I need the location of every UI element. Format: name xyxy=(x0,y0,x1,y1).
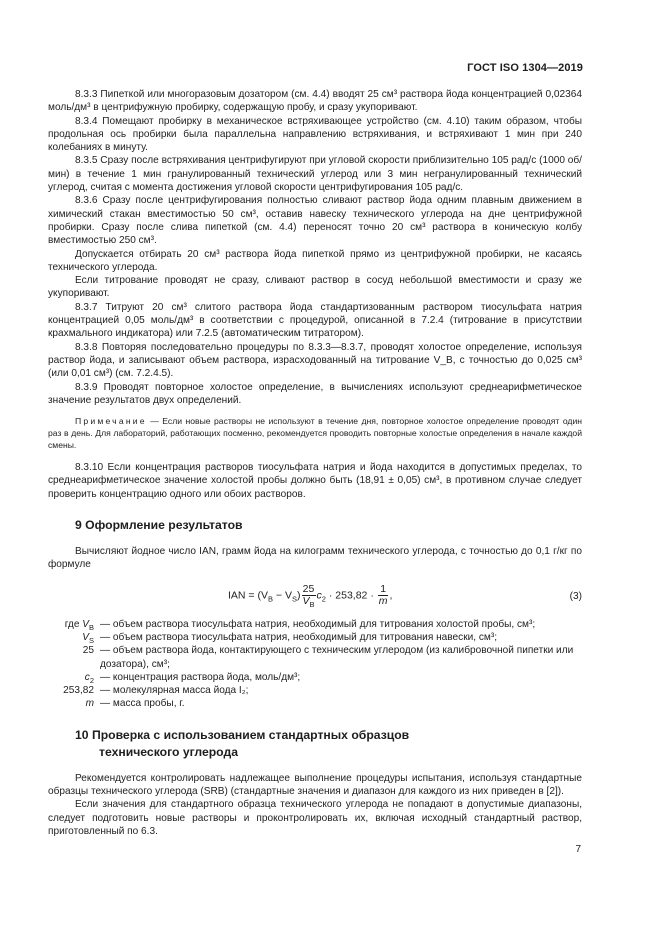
page-number: 7 xyxy=(575,844,581,855)
document-body xyxy=(48,88,582,838)
definition-m: m — масса пробы, г. xyxy=(85,698,185,710)
definition-vb: где $V_B$ — объем раствора тиосульфата натрия, необходимый для титрования холостой пробы, см³; xyxy=(64,618,536,632)
section-9-heading: 9 Оформление результатов xyxy=(75,518,243,533)
section-10-paragraph-2: Если значения для стандартного образца технического углерода не попадают в допустимые диапазоны, следует подготовить новые растворы и проконтролировать их, включая исходный стандартный раствор, приготовленный по 6.3. xyxy=(48,799,582,837)
paragraph-8-3-8: 8.3.8 Повторяя последовательно процедуры по 8.3.3—8.3.7, проводят холостое определение, используя раствор йода, и записывают объем раствора, израсходованный на титрование V_B, с точностью до 0,025 см³ (или 0,01 см³) (см. 7.2.4.5). xyxy=(48,341,582,380)
paragraph-8-3-3: 8.3.3 Пипеткой или многоразовым дозатором (см. 4.4) вводят 25 см³ раствора йода концентрацией 0,02364 моль/дм³ в центрифужную пробирку, содержащую пробу, и сразу укупоривают. xyxy=(48,89,582,114)
definitions-list xyxy=(48,618,582,711)
note xyxy=(48,415,582,451)
paragraph-8-3-10: 8.3.10 Если концентрация растворов тиосульфата натрия и йода находится в допустимых пределах, то среднеарифметическое значение холостой пробы должно быть (18,91 ± 0,05) см³, в противном случае следует проверить концентрацию одного или обоих растворов. xyxy=(48,462,582,500)
note-label: Примечание xyxy=(75,416,147,427)
formula-expression: IAN = $(V_B - V_S)$ $\frac{25}{V_B}$ $c_2 \cdot 253,82$ · $\frac{1}{m}$ , xyxy=(228,582,393,609)
formula-3 xyxy=(48,580,582,612)
document-header: ГОСТ ISO 1304—2019 xyxy=(467,62,583,74)
paragraph-8-3-9: 8.3.9 Проводят повторное холостое определение, в вычислениях используют среднеарифметическое значение результатов двух определений. xyxy=(48,381,582,406)
section-10-paragraph-1: Рекомендуется контролировать надлежащее выполнение процедуры испытания, используя стандартные образцы технического углерода (SRB) (стандартные значения и диапазон для каждого из них приведен в [2]). xyxy=(48,772,582,797)
fraction-1-m: $\frac{1}{m}$ xyxy=(378,582,388,607)
paragraph-8-3-6: 8.3.6 Сразу после центрифугирования полностью сливают раствор йода одним плавным движением в химический стакан вместимостью 50 см³, оставив навеску технического углерода на дне центрифужной пробирки. Сразу после слива пипеткой (см. 4.4) переносят точно 20 см³ раствора в коническую колбу вместимостью 250 см³. xyxy=(48,195,582,247)
fraction-25-vb: $\frac{25}{V_B}$ xyxy=(302,582,315,609)
definition-253-82: 253,82 — молекулярная масса йода I₂; xyxy=(63,685,249,697)
paragraph-allowed: Допускается отбирать 20 см³ раствора йода пипеткой прямо из центрифужной пробирки, не касаясь технического углерода. xyxy=(48,248,582,273)
definition-vs: $V_S$ — объем раствора тиосульфата натрия, необходимый для титрования навески, см³; xyxy=(82,631,498,645)
paragraph-8-3-5: 8.3.5 Сразу после встряхивания центрифугируют при угловой скорости приблизительно 105 рад/с (1000 об/мин) в течение 1 мин гранулированный технический углерод или 3 мин негранулированный технический углерод, считая с момента достижения угловой скорости центрифугирования 105 рад/с. xyxy=(48,155,582,194)
paragraph-titration-delay: Если титрование проводят не сразу, сливают раствор в сосуд небольшой вместимости и сразу же укупоривают. xyxy=(48,275,582,300)
definition-25: 25 — объем раствора йода, контактирующего с техническим углеродом (из калибровочной пипетки или дозатора), см³; xyxy=(82,645,574,670)
note-text: — Если новые растворы не используют в течение дня, повторное холостое определение проводят один раз в день. Для лабораторий, работающих посменно, рекомендуется проводить повторные холостые определения в начале каждой смены. xyxy=(48,416,582,451)
section-10-heading: 10 Проверка с использованием стандартных образцов технического углерода xyxy=(75,727,410,759)
section-9-intro: Вычисляют йодное число IAN, грамм йода на килограмм технического углерода, с точностью до 0,1 г/кг по формуле xyxy=(48,546,582,571)
definition-c2: $c_2$ — концентрация раствора йода, моль/дм³; xyxy=(84,671,301,685)
equation-number: (3) xyxy=(569,590,582,602)
paragraph-8-3-7: 8.3.7 Титруют 20 см³ слитого раствора йода стандартизованным раствором тиосульфата натрия концентрацией 0,05 моль/дм³ в соответствии с процедурой, описанной в 7.2.4 (титрование в присутствии крахмального индикатора) или 7.2.5 (автоматическим титратором). xyxy=(48,301,582,340)
paragraph-8-3-4: 8.3.4 Помещают пробирку в механическое встряхивающее устройство (см. 4.10) таким образом, чтобы продольная ось пробирки была параллельна направлению встряхивания, и встряхивают 1 мин при 240 колебаниях в минуту. xyxy=(48,115,582,154)
